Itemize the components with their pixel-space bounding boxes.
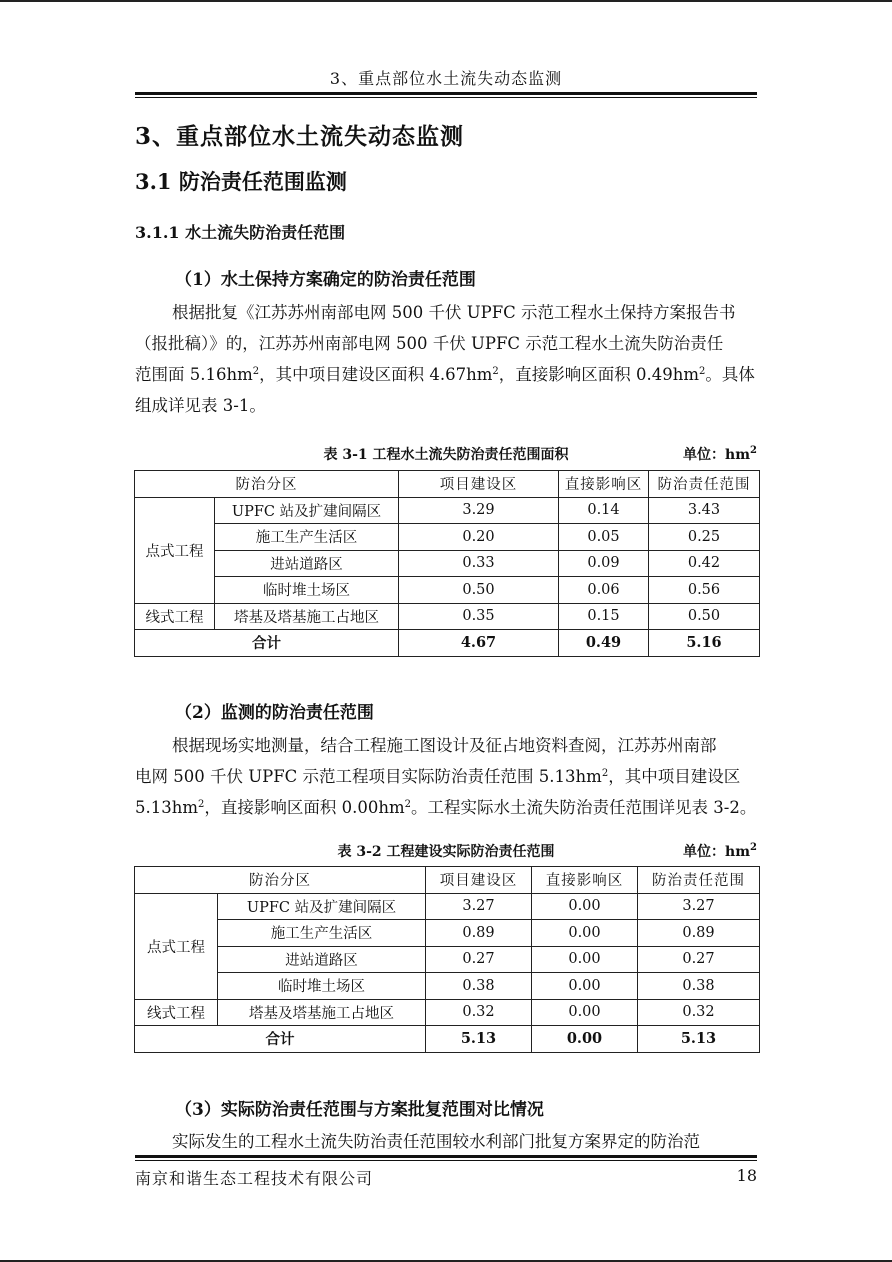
footer-company: 南京和谐生态工程技术有限公司	[135, 1169, 374, 1188]
superscript: 2	[404, 799, 412, 810]
table-1-caption: 表 3-1 工程水土流失防治责任范围面积	[323, 447, 569, 463]
paragraph-line: 根据批复《江苏苏州南部电网 500 千伏 UPFC 示范工程水土保持方案报告书	[172, 303, 736, 322]
value-cell: 0.35	[399, 603, 559, 630]
value-cell: 0.89	[426, 920, 532, 947]
group-cell: 线式工程	[135, 603, 215, 630]
paragraph-line: 实际发生的工程水土流失防治责任范围较水利部门批复方案界定的防治范	[172, 1132, 700, 1151]
value-cell: 3.43	[649, 497, 760, 524]
total-value-cell: 0.00	[532, 1026, 638, 1053]
header-cell: 防治分区	[135, 471, 399, 498]
text-run: 范围面 5.16hm	[135, 365, 253, 384]
table-row	[135, 973, 760, 1000]
item-heading-1: （1）水土保持方案确定的防治责任范围	[175, 270, 476, 290]
paragraph-line: 根据现场实地测量，结合工程施工图设计及征占地资料查阅，江苏苏州南部	[172, 736, 717, 755]
value-cell: 3.27	[638, 893, 760, 920]
superscript: 2	[699, 366, 706, 377]
table-total-row	[135, 1026, 760, 1053]
paragraph-line: （报批稿）》的，江苏苏州南部电网 500 千伏 UPFC 示范工程水土流失防治责任	[135, 334, 724, 353]
subsection-heading: 3.1.1 水土流失防治责任范围	[135, 223, 346, 242]
value-cell: 0.89	[638, 920, 760, 947]
zone-name-cell: UPFC 站及扩建间隔区	[215, 497, 399, 524]
superscript: 2	[198, 799, 205, 810]
header-cell: 防治责任范围	[638, 867, 760, 894]
header-cell: 防治分区	[135, 867, 426, 894]
total-value-cell: 0.49	[559, 630, 649, 657]
text-run: ，直接影响区面积 0.49hm	[498, 365, 700, 384]
section-heading: 3.1 防治责任范围监测	[135, 169, 347, 194]
text-run: 5.13hm	[135, 798, 199, 817]
zone-name-cell: 施工生产生活区	[218, 920, 426, 947]
value-cell: 0.15	[559, 603, 649, 630]
value-cell: 0.32	[638, 999, 760, 1026]
text-run: 电网 500 千伏 UPFC 示范工程项目实际防治责任范围 5.13hm	[135, 767, 602, 786]
page-number: 18	[736, 1166, 757, 1185]
unit-text: 单位：hm	[683, 844, 751, 860]
value-cell: 0.20	[399, 524, 559, 551]
table-1	[134, 470, 760, 657]
value-cell: 0.05	[559, 524, 649, 551]
value-cell: 0.50	[399, 577, 559, 604]
chapter-heading: 3、重点部位水土流失动态监测	[135, 123, 465, 150]
group-cell: 线式工程	[135, 999, 218, 1026]
text-run: ，其中项目建设区面积 4.67hm	[259, 365, 493, 384]
header-cell: 项目建设区	[399, 471, 559, 498]
zone-name-cell: UPFC 站及扩建间隔区	[218, 893, 426, 920]
value-cell: 3.27	[426, 893, 532, 920]
zone-name-cell: 施工生产生活区	[215, 524, 399, 551]
total-value-cell: 5.16	[649, 630, 760, 657]
superscript: 2	[252, 366, 260, 377]
footer-rule-thin	[135, 1160, 757, 1161]
table-row	[135, 999, 760, 1026]
value-cell: 0.00	[532, 893, 638, 920]
value-cell: 0.38	[426, 973, 532, 1000]
table-row	[135, 497, 760, 524]
running-header: 3、重点部位水土流失动态监测	[329, 69, 563, 88]
table-row	[135, 577, 760, 604]
table-row	[135, 603, 760, 630]
zone-name-cell: 塔基及塔基施工占地区	[215, 603, 399, 630]
value-cell: 0.33	[399, 550, 559, 577]
value-cell: 0.27	[426, 946, 532, 973]
value-cell: 0.56	[649, 577, 760, 604]
table-header-row	[135, 867, 760, 894]
value-cell: 0.25	[649, 524, 760, 551]
table-row	[135, 946, 760, 973]
value-cell: 0.00	[532, 973, 638, 1000]
total-label-cell: 合计	[135, 1026, 426, 1053]
total-value-cell: 4.67	[399, 630, 559, 657]
header-cell: 直接影响区	[532, 867, 638, 894]
header-cell: 直接影响区	[559, 471, 649, 498]
page-top-border	[0, 0, 892, 2]
header-rule-thin	[135, 97, 757, 98]
text-run: ，直接影响区面积 0.00hm	[204, 798, 405, 817]
superscript: 2	[750, 445, 757, 456]
table-2-caption: 表 3-2 工程建设实际防治责任范围	[337, 844, 555, 860]
header-cell: 项目建设区	[426, 867, 532, 894]
table-row	[135, 920, 760, 947]
value-cell: 0.09	[559, 550, 649, 577]
header-cell: 防治责任范围	[649, 471, 760, 498]
value-cell: 0.32	[426, 999, 532, 1026]
unit-text: 单位：hm	[683, 447, 751, 463]
paragraph-line	[135, 761, 757, 792]
table-header-row	[135, 471, 760, 498]
superscript: 2	[492, 366, 499, 377]
table-row	[135, 550, 760, 577]
value-cell: 0.00	[532, 946, 638, 973]
table-row	[135, 893, 760, 920]
superscript: 2	[750, 842, 757, 853]
paragraph-line: 组成详见表 3-1。	[135, 396, 266, 415]
zone-name-cell: 临时堆土场区	[218, 973, 426, 1000]
zone-name-cell: 塔基及塔基施工占地区	[218, 999, 426, 1026]
header-rule-thick	[135, 92, 757, 95]
paragraph-line	[135, 359, 757, 390]
total-value-cell: 5.13	[426, 1026, 532, 1053]
paragraph-1	[135, 297, 757, 421]
item-heading-2: （2）监测的防治责任范围	[175, 703, 374, 723]
zone-name-cell: 进站道路区	[215, 550, 399, 577]
value-cell: 0.38	[638, 973, 760, 1000]
paragraph-3	[135, 1126, 757, 1157]
table-1-unit	[683, 444, 757, 464]
total-value-cell: 5.13	[638, 1026, 760, 1053]
superscript: 2	[601, 768, 609, 779]
item-heading-3: （3）实际防治责任范围与方案批复范围对比情况	[175, 1100, 544, 1120]
zone-name-cell: 临时堆土场区	[215, 577, 399, 604]
value-cell: 0.00	[532, 999, 638, 1026]
value-cell: 0.06	[559, 577, 649, 604]
text-run: 。工程实际水土流失防治责任范围详见表 3-2。	[411, 798, 757, 817]
total-label-cell: 合计	[135, 630, 399, 657]
value-cell: 3.29	[399, 497, 559, 524]
table-2	[134, 866, 760, 1053]
text-run: 。具体	[705, 365, 755, 384]
table-total-row	[135, 630, 760, 657]
group-cell: 点式工程	[135, 497, 215, 603]
text-run: ，其中项目建设区	[608, 767, 741, 786]
zone-name-cell: 进站道路区	[218, 946, 426, 973]
paragraph-line	[135, 792, 757, 823]
paragraph-2	[135, 730, 757, 823]
table-2-unit	[683, 841, 757, 861]
table-row	[135, 524, 760, 551]
value-cell: 0.50	[649, 603, 760, 630]
value-cell: 0.00	[532, 920, 638, 947]
footer-rule-thick	[135, 1155, 757, 1158]
value-cell: 0.42	[649, 550, 760, 577]
value-cell: 0.14	[559, 497, 649, 524]
group-cell: 点式工程	[135, 893, 218, 999]
value-cell: 0.27	[638, 946, 760, 973]
